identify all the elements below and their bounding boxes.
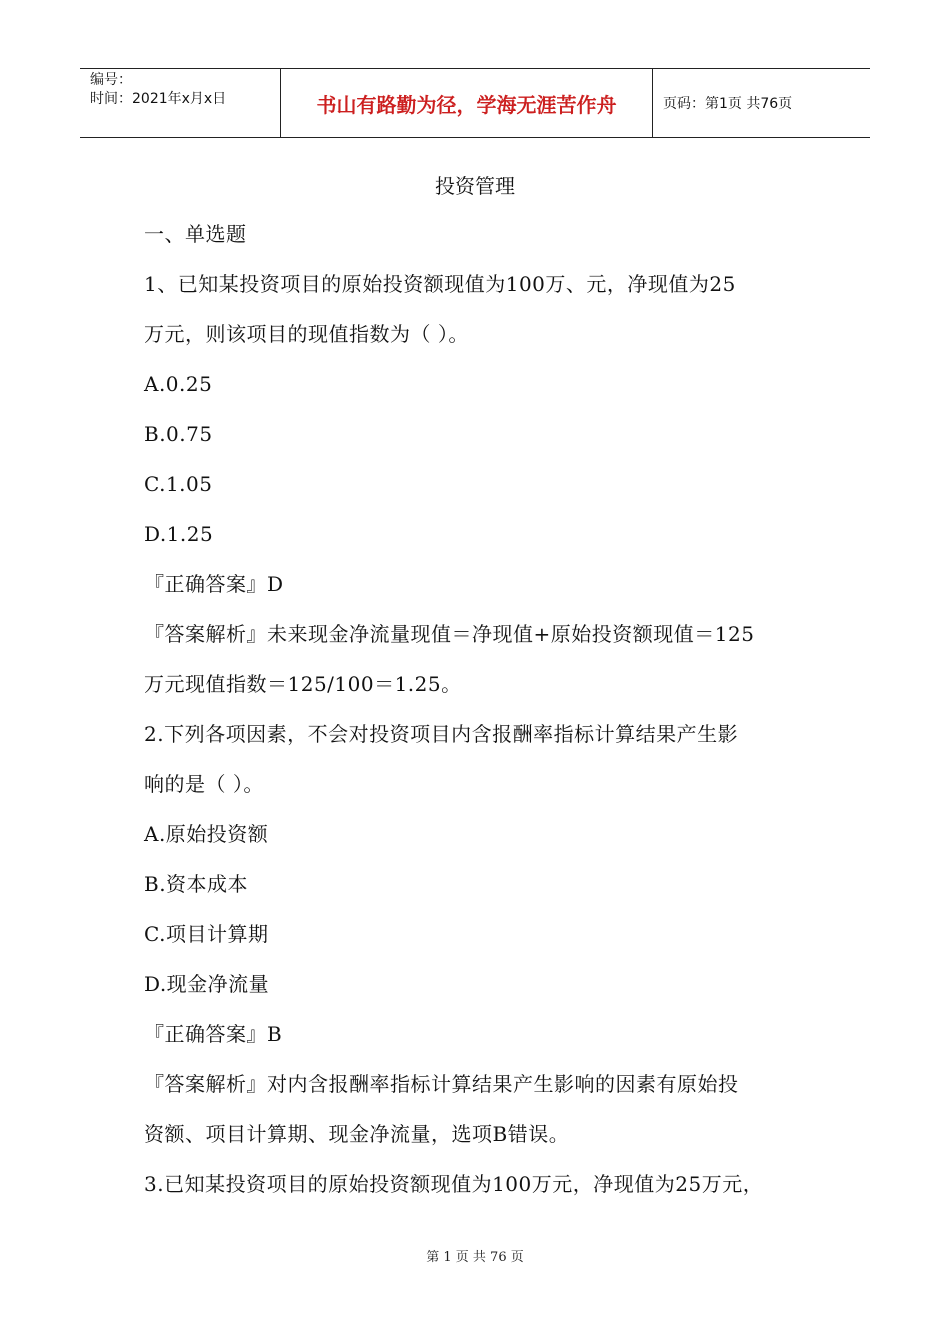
question-1-line-2: 万元，则该项目的现值指数为（ ）。	[144, 322, 469, 346]
question-2-line-2: 响的是（ ）。	[144, 772, 264, 796]
q2-option-b: B.资本成本	[144, 872, 249, 896]
question-1-line-1: 1、已知某投资项目的原始投资额现值为100万、元，净现值为25	[144, 272, 736, 296]
q2-option-d: D.现金净流量	[144, 972, 270, 996]
q1-option-b: B.0.75	[144, 422, 213, 446]
q2-explanation-line-1: 『答案解析』对内含报酬率指标计算结果产生影响的因素有原始投	[144, 1072, 739, 1096]
q1-option-a: A.0.25	[144, 372, 213, 396]
q2-option-c: C.项目计算期	[144, 922, 269, 946]
document-body	[144, 216, 824, 1216]
section-heading: 一、单选题	[144, 222, 247, 246]
page-footer: 第 1 页 共 76 页	[426, 1250, 524, 1265]
header-motto: 书山有路勤为径，学海无涯苦作舟	[281, 69, 653, 137]
page-header	[80, 68, 870, 138]
time-label: 时间：2021年x月x日	[90, 91, 227, 107]
q2-explanation-line-2: 资额、项目计算期、现金净流量，选项B错误。	[144, 1122, 570, 1146]
q1-correct-answer: 『正确答案』D	[144, 572, 284, 596]
q1-explanation-line-1: 『答案解析』未来现金净流量现值＝净现值+原始投资额现值＝125	[144, 622, 755, 646]
header-page-info: 页码：第1页 共76页	[663, 96, 793, 112]
q1-explanation-line-2: 万元现值指数＝125/100＝1.25。	[144, 672, 462, 696]
q1-option-d: D.1.25	[144, 522, 214, 546]
question-3-line-1: 3.已知某投资项目的原始投资额现值为100万元，净现值为25万元，	[144, 1172, 764, 1196]
number-label: 编号：	[90, 72, 132, 88]
question-2-line-1: 2.下列各项因素，不会对投资项目内含报酬率指标计算结果产生影	[144, 722, 739, 746]
q2-option-a: A.原始投资额	[144, 822, 269, 846]
document-title: 投资管理	[435, 174, 515, 198]
q1-option-c: C.1.05	[144, 472, 213, 496]
q2-correct-answer: 『正确答案』B	[144, 1022, 283, 1046]
header-meta	[80, 69, 281, 137]
